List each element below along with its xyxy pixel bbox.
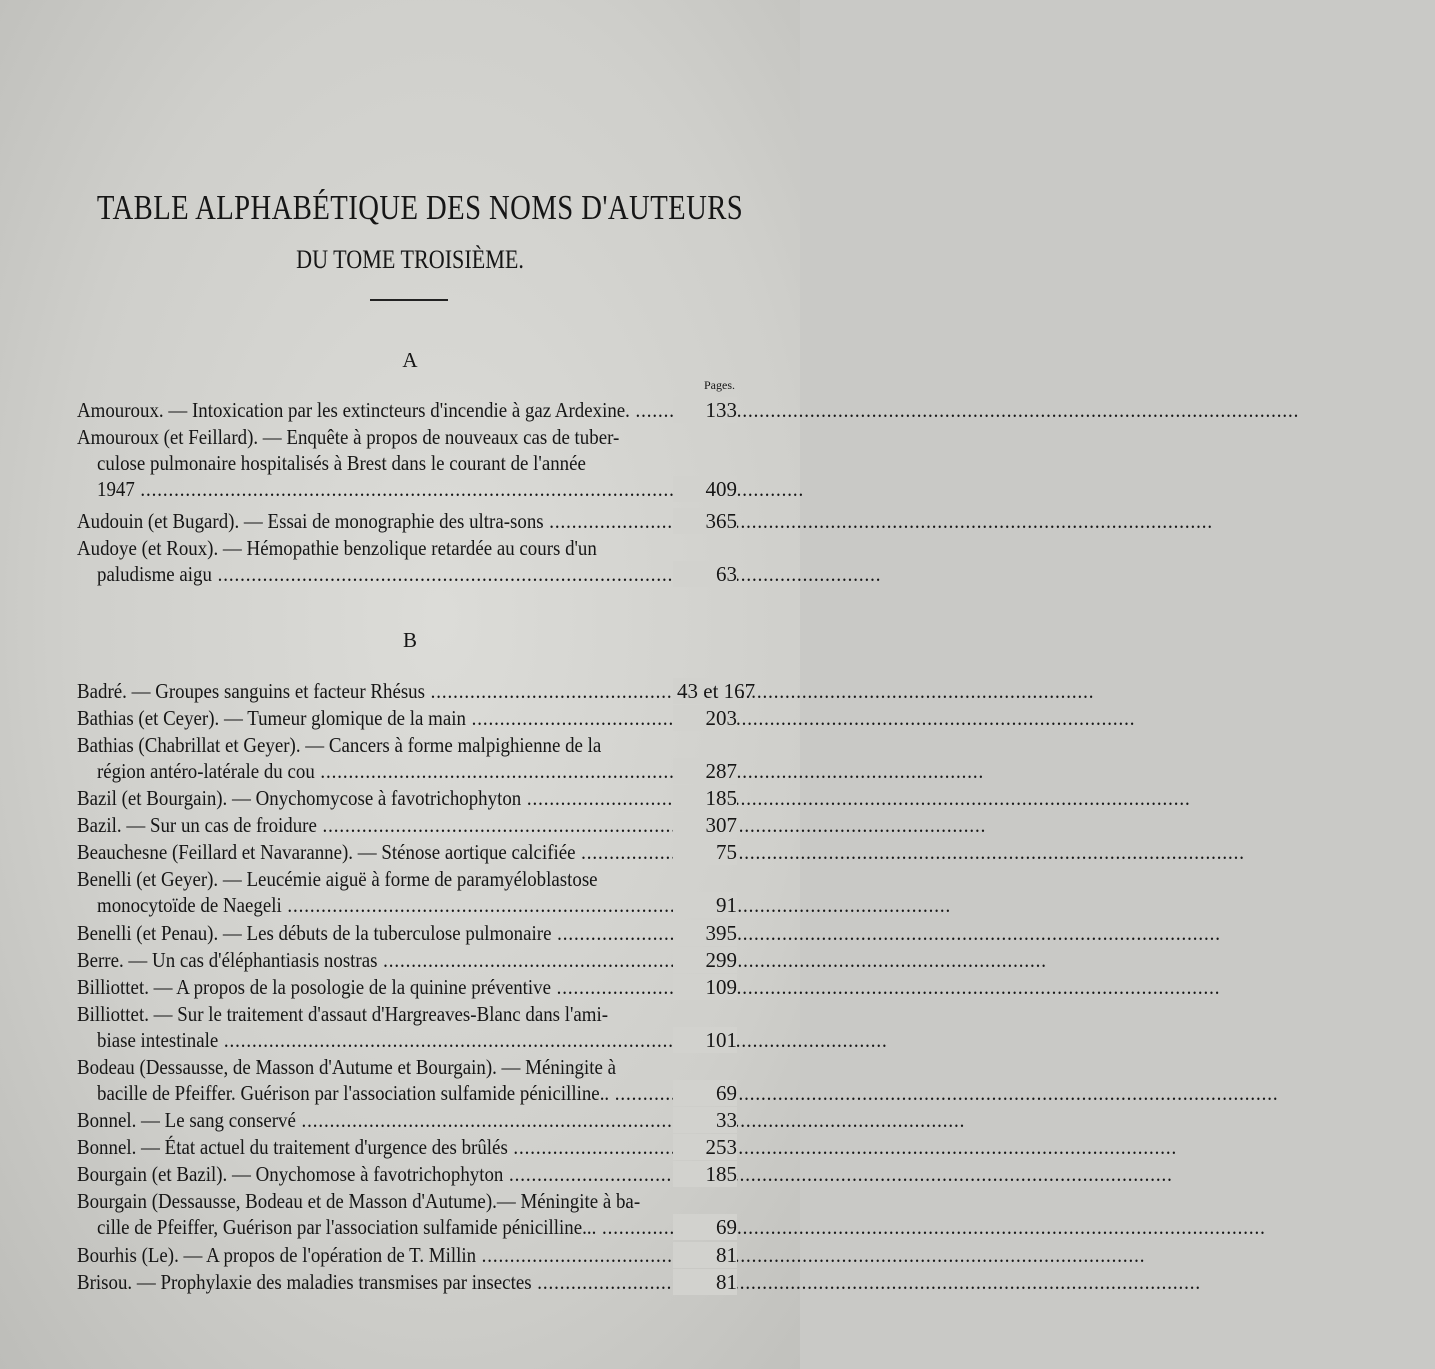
page-number: 33	[673, 1107, 737, 1133]
entry-line	[77, 1161, 737, 1187]
index-entry	[77, 866, 737, 918]
entry-line	[77, 785, 737, 811]
entry-text: Bathias (Chabrillat et Geyer). — Cancers à forme malpighienne de la	[77, 733, 602, 757]
entry-text: Bazil. — Sur un cas de froidure .....	[77, 812, 986, 838]
page-number: 395	[673, 920, 737, 946]
entry-line	[77, 508, 737, 534]
entry-text: Billiottet. — A propos de la posologie de la quinine préventive .....	[77, 974, 1220, 1000]
page-number: 307	[673, 812, 737, 838]
index-entry	[77, 678, 756, 704]
entry-text: 1947 .....	[97, 476, 804, 502]
entry-line	[77, 1001, 737, 1027]
page-number: 101	[673, 1027, 737, 1053]
entry-line	[77, 1054, 737, 1080]
page-number: 81	[673, 1269, 737, 1295]
page-number: 299	[673, 947, 737, 973]
entry-line	[77, 920, 737, 946]
entry-line	[77, 892, 737, 918]
entry-text: Badré. — Groupes sanguins et facteur Rhésus .....	[77, 678, 1094, 704]
page-number: 185	[673, 785, 737, 811]
index-entry	[77, 508, 737, 534]
entry-line	[77, 561, 737, 587]
entry-text: Audouin (et Bugard). — Essai de monographie des ultra-sons .....	[77, 508, 1213, 534]
page-number: 203	[673, 705, 737, 731]
index-entry	[77, 424, 737, 502]
entry-text: Bourhis (Le). — A propos de l'opération de T. Millin .....	[77, 1242, 1145, 1268]
entry-line	[77, 812, 737, 838]
page-number: 253	[673, 1134, 737, 1160]
entry-line	[77, 397, 737, 423]
section-letter-a: A	[402, 348, 418, 372]
entry-text: région antéro-latérale du cou .....	[97, 758, 984, 784]
page-number: 63	[673, 561, 737, 587]
entry-line	[77, 678, 756, 704]
page-number: 91	[673, 892, 737, 918]
entry-text: Bourgain (Dessausse, Bodeau et de Masson d'Autume).— Méningite à ba-	[77, 1189, 641, 1213]
index-entry	[77, 1054, 737, 1106]
entry-line	[77, 1107, 737, 1133]
page-number: 409	[673, 476, 737, 502]
index-entry	[77, 535, 737, 587]
page-number: 81	[673, 1242, 737, 1268]
page-number: 43 et 167	[673, 678, 737, 704]
entry-text: Audoye (et Roux). — Hémopathie benzolique retardée au cours d'un	[77, 536, 597, 560]
entry-line	[77, 839, 737, 865]
section-letter-b: B	[402, 628, 417, 652]
entry-text: Bodeau (Dessausse, de Masson d'Autume et Bourgain). — Méningite à	[77, 1055, 616, 1079]
entry-line	[77, 758, 737, 784]
entry-line	[77, 866, 737, 892]
entry-line	[77, 705, 737, 731]
entry-text: Bazil (et Bourgain). — Onychomycose à favotrichophyton .....	[77, 785, 1191, 811]
entry-line	[77, 450, 737, 476]
index-entry	[77, 947, 737, 973]
entry-text: bacille de Pfeiffer. Guérison par l'association sulfamide pénicilline.. .....	[97, 1080, 1279, 1106]
page-number: 185	[673, 1161, 737, 1187]
entry-line	[77, 424, 737, 450]
entry-line	[77, 947, 737, 973]
index-entry	[77, 839, 737, 865]
entry-text: Amouroux (et Feillard). — Enquête à propos de nouveaux cas de tuber-	[77, 425, 620, 449]
index-entry	[77, 397, 737, 423]
entry-text: Billiottet. — Sur le traitement d'assaut d'Hargreaves-Blanc dans l'ami-	[77, 1002, 609, 1026]
index-entry	[77, 1161, 737, 1187]
entry-line	[77, 1214, 737, 1240]
entry-line	[77, 732, 737, 758]
index-entry	[77, 1107, 737, 1133]
entry-text: Bonnel. — Le sang conservé .....	[77, 1107, 965, 1133]
entry-line	[77, 1080, 737, 1106]
entry-text: monocytoïde de Naegeli .....	[97, 892, 951, 918]
entry-text: Bathias (et Ceyer). — Tumeur glomique de la main .....	[77, 705, 1135, 731]
entry-text: Amouroux. — Intoxication par les extincteurs d'incendie à gaz Ardexine. .....	[77, 397, 1299, 423]
entry-line	[77, 974, 737, 1000]
entry-line	[77, 535, 737, 561]
title-divider	[370, 299, 448, 301]
index-entry	[77, 1242, 737, 1268]
entry-line	[77, 1027, 737, 1053]
entry-text: Berre. — Un cas d'éléphantiasis nostras .....	[77, 947, 1047, 973]
index-entry	[77, 785, 737, 811]
entry-text: paludisme aigu .....	[97, 561, 881, 587]
page-number: 69	[673, 1080, 737, 1106]
entry-text: Bourgain (et Bazil). — Onychomose à favotrichophyton .....	[77, 1161, 1173, 1187]
entry-text: Benelli (et Penau). — Les débuts de la tuberculose pulmonaire .....	[77, 920, 1221, 946]
entry-text: Bonnel. — État actuel du traitement d'urgence des brûlés .....	[77, 1134, 1177, 1160]
page-number: 109	[673, 974, 737, 1000]
entry-line	[77, 1242, 737, 1268]
index-entry	[77, 920, 737, 946]
page-subtitle: DU TOME TROISIÈME.	[296, 245, 524, 274]
entry-line	[77, 1134, 737, 1160]
index-entry	[77, 732, 737, 784]
index-entry	[77, 1001, 737, 1053]
index-entry	[77, 974, 737, 1000]
entry-text: Brisou. — Prophylaxie des maladies transmises par insectes .....	[77, 1269, 1201, 1295]
entry-text: Beauchesne (Feillard et Navaranne). — Sténose aortique calcifiée .....	[77, 839, 1245, 865]
entry-text: Benelli (et Geyer). — Leucémie aiguë à forme de paramyéloblastose	[77, 867, 598, 891]
entry-line	[77, 1188, 737, 1214]
index-entry	[77, 812, 737, 838]
pages-column-label: Pages.	[704, 378, 735, 392]
index-entry	[77, 705, 737, 731]
entry-text: biase intestinale .....	[97, 1027, 888, 1053]
index-entry	[77, 1188, 737, 1240]
page-number: 133	[673, 397, 737, 423]
page-number: 69	[673, 1214, 737, 1240]
entry-line	[77, 476, 737, 502]
entry-line	[77, 1269, 737, 1295]
index-entry	[77, 1269, 737, 1295]
page-number: 75	[673, 839, 737, 865]
entry-text: cille de Pfeiffer, Guérison par l'association sulfamide pénicilline... .....	[97, 1214, 1266, 1240]
page-number: 287	[673, 758, 737, 784]
index-entry	[77, 1134, 737, 1160]
entry-text: culose pulmonaire hospitalisés à Brest dans le courant de l'année	[97, 451, 586, 475]
page-title: TABLE ALPHABÉTIQUE DES NOMS D'AUTEURS	[96, 188, 744, 227]
page-number: 365	[673, 508, 737, 534]
